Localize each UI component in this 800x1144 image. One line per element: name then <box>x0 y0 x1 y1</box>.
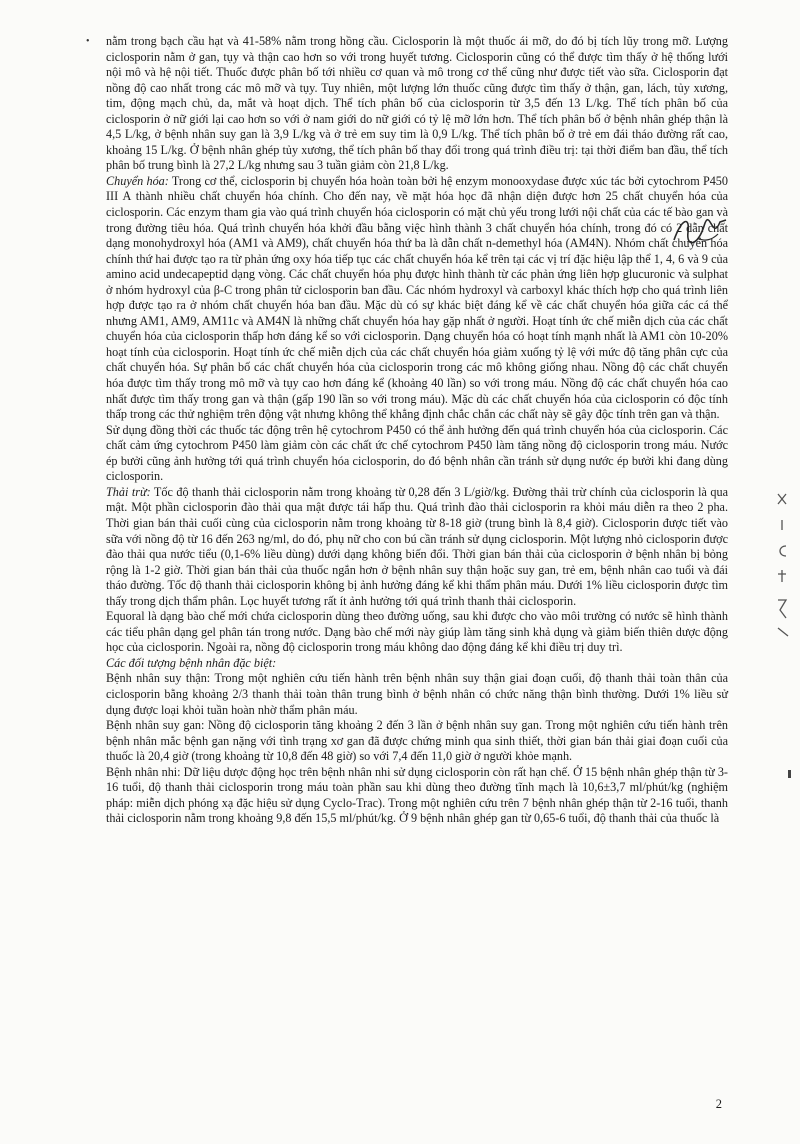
text-run: Bệnh nhân nhi: Dữ liệu dược động học trên bệnh nhân nhi sử dụng ciclosporin còn rất hạn chế. Ở 15 bệnh nhân ghép thận từ 3-16 tuổi, độ thanh thải ciclosporin trong máu toàn phần sau khi dùng theo đường tĩnh mạch là 10,6±3,7 ml/phút/kg (nghiệm pháp: miễn dịch phóng xạ đặc hiệu sử dụng Cyclo-Trac). Trong một nghiên cứu trên 7 bệnh nhân ghép thận từ 2-16 tuổi, thanh thải ciclosporin nằm trong khoảng 9,8 đến 15,5 ml/phút/kg. Ở 9 bệnh nhân ghép gan từ 0,65-6 tuổi, độ thanh thải của thuốc là <box>106 764 728 826</box>
paragraph-drug-interaction <box>106 423 728 485</box>
text-run: Sử dụng đồng thời các thuốc tác động trên hệ cytochrom P450 có thể ảnh hưởng đến quá trình chuyển hóa của ciclosporin. Các chất cảm ứng cytochrom P450 làm giảm còn các chất ức chế cytochrom P450 làm tăng nồng độ ciclosporin trong máu. Nước ép bưởi cũng ảnh hưởng tới quá trình chuyển hóa ciclosporin, do đó bệnh nhân cần tránh sử dụng nước ép bưởi khi đang dùng ciclosporin. <box>106 422 728 484</box>
bullet-mark: • <box>86 36 90 47</box>
page-number: 2 <box>715 1097 722 1111</box>
section-heading-metabolism: Chuyển hóa: <box>106 173 169 188</box>
paragraph-elimination <box>106 485 728 609</box>
section-heading-elimination: Thải trừ: <box>106 484 151 499</box>
special-populations-heading <box>106 656 728 672</box>
text-run: Bệnh nhân suy thận: Trong một nghiên cứu tiến hành trên bệnh nhân suy thận giai đoạn cuối, độ thanh thải toàn thân của ciclosporin bằng khoảng 2/3 thanh thải toàn thân trung bình ở bệnh nhân có chức năng thận bình thường. Dưới 1% liều sử dụng được loại khỏi tuần hoàn nhờ thẩm phân máu. <box>106 671 728 717</box>
paragraph-equoral <box>106 609 728 656</box>
signature-mark <box>668 212 732 252</box>
text-run: Trong cơ thể, ciclosporin bị chuyển hóa hoàn toàn bởi hệ enzym monooxydase được xúc tác bởi cytochrom P450 III A thành nhiều chất chuyển hóa chính. Cho đến nay, về mặt hóa học đã nhận diện được hơn 25 chất chuyển hóa của ciclosporin. Các enzym tham gia vào quá trình chuyển hóa ciclosporin có mặt chủ yếu trong lưới nội chất của các tế bào gan và trong đường tiêu hóa. Quá trình chuyển hóa khởi đầu bằng việc hình thành 3 chất chuyển hóa chính, trong đó có 2 dẫn chất dạng monohydroxyl hóa (AM1 và AM9), chất chuyển hóa thứ ba là dẫn chất n-demethyl hóa (AM4N). Nhóm chất chuyển hóa chính thứ hai được tạo ra từ phản ứng oxy hóa tiếp tục các chất chuyển hóa kể trên tại các vị trí đặc hiệu lập thể 1, 4, 6 và 9 của amino acid undecapeptid dạng vòng. Các chất chuyển hóa phụ được hình thành từ các phản ứng liên hợp glucuronic và sulphat ở nhóm hydroxyl của β-C trong phân tử ciclosporin ban đầu. Các nhóm hydroxyl và carboxyl khác thích hợp cho quá trình liên hợp được tạo ra ở nhóm chất chuyển hóa ban đầu. Mặc dù có sự khác biệt đáng kể về các chất chuyển hóa giữa các cá thể nhưng AM1, AM9, AM11c và AM4N là những chất chuyển hóa hay gặp nhất ở người. Hoạt tính ức chế miễn dịch của các chất chuyển hóa của ciclosporin thấp hơn đáng kể so với ciclosporin. Dạng chuyển hóa có hoạt tính mạnh nhất là AM1 còn 10-20% hoạt tính của ciclosporin. Hoạt tính ức chế miễn dịch của các chất chuyển hóa giảm xuống tỷ lệ với mức độ tăng phân cực của chất chuyển hóa. Sự phân bố các chất chuyển hóa của ciclosporin trong các mô không giống nhau. Nồng độ các chất chuyển hóa được tìm thấy trong mô mỡ và tụy cao hơn đáng kể (khoảng 40 lần) so với trong máu. Nồng độ các chất chuyển hóa cao nhất được tìm thấy trong gan và thận (gấp 190 lần so với trong máu). Mặc dù các chất chuyển hóa của ciclosporin có độc tính thấp trong các thử nghiệm trên động vật nhưng không thể khẳng định chắc chắn các chất này sẽ gây độc tính trên gan và thận. <box>106 173 728 422</box>
paragraph-hepatic-impairment <box>106 718 728 765</box>
text-run: nằm trong bạch cầu hạt và 41-58% nằm trong hồng cầu. Ciclosporin là một thuốc ái mỡ, do đó bị tích lũy trong mỡ. Lượng ciclosporin nằm ở gan, tụy và thận cao hơn so với trong huyết tương. Ciclosporin cũng có thể được tìm thấy ở hệ thống lưới nội mô và hệ nội tiết. Thuốc được phân bố tới nhiều cơ quan và mô trong cơ thể cũng như được tiết vào sữa. Ciclosporin đạt nồng độ cao nhất trong các mô mỡ và tụy. Tuy nhiên, một lượng lớn thuốc cũng được tìm thấy ở thận, gan, lách, tủy xương, tim, động mạch chủ, da, mắt và hoạt dịch. Thể tích phân bố của ciclosporin từ 3,5 đến 13 L/kg. Thể tích phân bố của ciclosporin ở nữ giới lại cao hơn so với ở nam giới do nữ giới có tỷ lệ mỡ lớn hơn. Thể tích phân bố ở bệnh nhân ghép thận là 4,5 L/kg, ở bệnh nhân suy gan là 3,9 L/kg và ở trẻ em suy tim là 0,9 L/kg. Thể tích phân bố ở trẻ em đái tháo đường rất cao, khoảng 15 L/kg. Ở bệnh nhân ghép tủy xương, thể tích phân bố thay đổi trong quá trình điều trị: tại thời điểm ban đầu, thể tích phân bố trung bình là 27,2 L/kg nhưng sau 3 tuần giảm còn 21,8 L/kg. <box>106 34 728 173</box>
paragraph-pediatric <box>106 765 728 827</box>
paragraph-distribution <box>106 34 728 174</box>
document-body <box>106 34 728 827</box>
text-run: Bệnh nhân suy gan: Nồng độ ciclosporin tăng khoảng 2 đến 3 lần ở bệnh nhân suy gan. Trong một nghiên cứu tiến hành trên bệnh nhân mắc bệnh gan nặng với tình trạng xơ gan đã được chứng minh qua sinh thiết, thời gian bán thải giai đoạn cuối của thuốc là 20,4 giờ (trong khoảng từ 10,8 đến 48 giờ) so với 7,4 đến 11,0 giờ ở người khỏe mạnh. <box>106 718 728 764</box>
text-run: Equoral là dạng bào chế mới chứa ciclosporin dùng theo đường uống, sau khi được cho vào môi trường có nước sẽ hình thành các tiểu phân dạng gel phân tán trong nước. Dạng bào chế mới này giúp làm tăng sinh khả dụng và giảm biến thiên dược động học của ciclosporin. Ngoài ra, nồng độ ciclosporin trong máu không dao động đáng kể khi điều trị duy trì. <box>106 609 728 655</box>
paragraph-metabolism <box>106 174 728 423</box>
paragraph-renal-impairment <box>106 671 728 718</box>
scan-edge-mark <box>788 770 791 778</box>
section-heading-special: Các đối tượng bệnh nhân đặc biệt: <box>106 655 277 670</box>
margin-handwriting <box>772 490 794 640</box>
text-run: Tốc độ thanh thải ciclosporin nằm trong khoảng từ 0,28 đến 3 L/giờ/kg. Đường thải trừ chính của ciclosporin là qua mật. Một phần ciclosporin đào thải qua mật được tái hấp thu. Quá trình đào thải ciclosporin ra khỏi máu diễn ra theo 2 pha. Thời gian bán thải cuối cùng của ciclosporin nằm trong khoảng từ 8-18 giờ (trung bình là 8,4 giờ). Ciclosporin được tiết vào sữa với nồng độ từ 16 đến 263 ng/ml, do đó, phụ nữ cho con bú cần tránh sử dụng ciclosporin. Một lượng nhỏ ciclosporin được đào thải qua nước tiểu (0,1-6% liều dùng) dưới dạng không biến đổi. Thời gian bán thải của ciclosporin ở bệnh nhân bị bỏng rộng là 1-2 giờ. Thời gian bán thải của thuốc ngắn hơn ở bệnh nhân suy thận hoặc suy gan, trẻ em, bệnh nhân cao tuổi và đái tháo đường. Tốc độ thanh thải ciclosporin không bị ảnh hưởng đáng kể khi thẩm phân máu. Dưới 1% liều ciclosporin được tìm thấy trong dịch thẩm phân. Lọc huyết tương rất ít ảnh hưởng tới quá trình thanh thải ciclosporin. <box>106 484 729 608</box>
